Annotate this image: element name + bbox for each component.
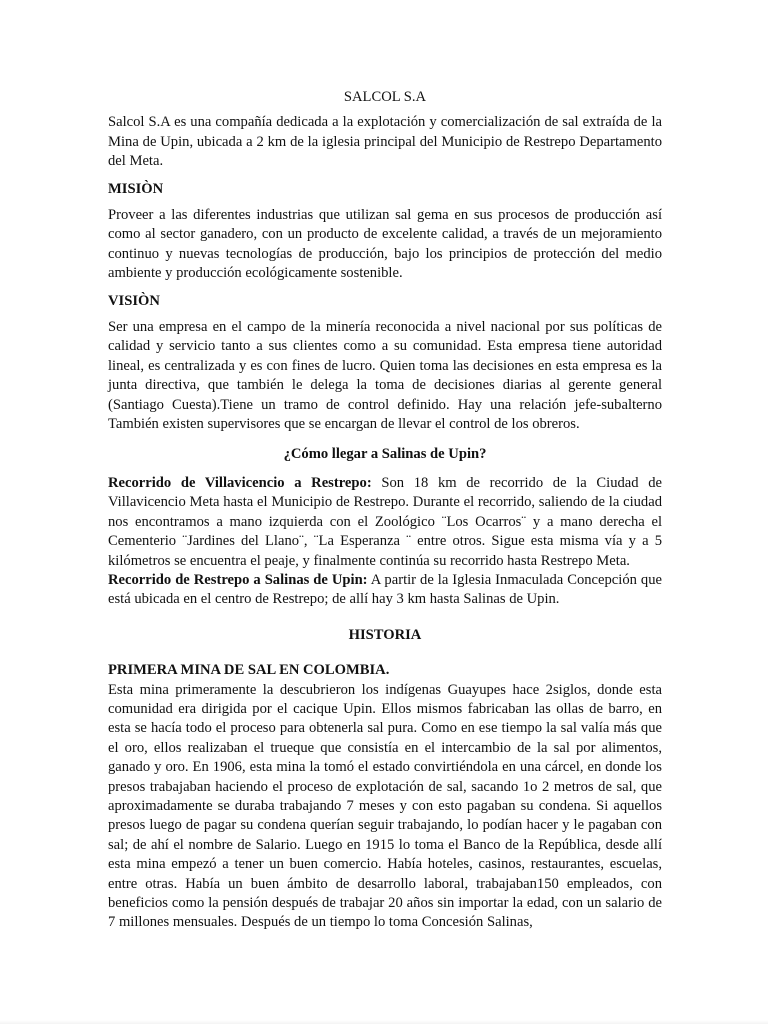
route2-label: Recorrido de Restrepo a Salinas de Upin: [108, 571, 368, 588]
mision-heading: MISIÒN [108, 180, 164, 197]
mision-paragraph: Proveer a las diferentes industrias que utilizan sal gema en sus procesos de producción así como al sector ganadero, con un producto de excelente calidad, a través de un mejoramiento continuo y nuevas tecnologías de producción, bajo los principios de protección del medio ambiente y producción ecológicamente sostenible. [108, 207, 662, 282]
route2-paragraph [108, 571, 662, 610]
route2-text: A partir de la Iglesia Inmaculada Concepción que está ubicada en el centro de Restrepo; de allí hay 3 km hasta Salinas de Upin. [108, 571, 662, 608]
route-question-heading: ¿Cómo llegar a Salinas de Upin? [283, 445, 487, 462]
route1-paragraph [108, 474, 662, 571]
primera-mina-heading: PRIMERA MINA DE SAL EN COLOMBIA. [108, 662, 390, 679]
page-bottom-edge [0, 1020, 768, 1024]
intro-paragraph: Salcol S.A es una compañía dedicada a la explotación y comercialización de sal extraída de la Mina de Upin, ubicada a 2 km de la iglesia principal del Municipio de Restrepo Departamento del Meta. [108, 114, 662, 170]
document-body [108, 88, 662, 933]
historia-heading: HISTORIA [348, 626, 422, 643]
vision-heading: VISIÒN [108, 292, 160, 309]
vision-paragraph: Ser una empresa en el campo de la minería reconocida a nivel nacional por sus políticas de calidad y servicio tanto a sus clientes como a su comunidad. Esta empresa tiene autoridad lineal, es centralizada y es con fines de lucro. Quien toma las decisiones en esta empresa es la junta directiva, que también le delega la toma de decisiones diarias al gerente general (Santiago Cuesta).Tiene un tramo de control definido. Hay una relación jefe-subalterno También existen supervisores que se encargan de llevar el control de los obreros. [108, 319, 662, 433]
document-title: SALCOL S.A [343, 89, 427, 105]
route1-text: Son 18 km de recorrido de la Ciudad de Villavicencio Meta hasta el Municipio de Restrepo. Durante el recorrido, saliendo de la ciudad nos encontramos a mano izquierda con el Zoológico ¨Los Ocarros¨ y a mano derecha el Cementerio ¨Jardines del Llano¨, ¨La Esperanza ¨ entre otros. Sigue esta misma vía y a 5 kilómetros se encuentra el peaje, y finalmente continúa su recorrido hasta Restrepo Meta. [108, 474, 662, 569]
historia-paragraph: Esta mina primeramente la descubrieron los indígenas Guayupes hace 2siglos, donde esta comunidad era dirigida por el cacique Upin. Ellos mismos fabricaban las ollas de barro, en esta se hacía todo el proceso para obtenerla sal pura. Como en ese tiempo la sal valía más que el oro, ellos realizaban el trueque que consistía en el intercambio de la sal por alimentos, ganado y oro. En 1906, esta mina la tomó el estado convirtiéndola en una cárcel, en donde los presos trabajaban haciendo el proceso de explotación de sal, sacando 1o 2 metros de sal, que aproximadamente se duraba trabajando 7 meses y con esto pagaban su condena. Si aquellos presos luego de pagar su condena querían seguir trabajando, lo podían hacer y le pagaban con sal; de ahí el nombre de Salario. Luego en 1915 lo toma el Banco de la República, desde allí esta mina empezó a tener un buen comercio. Había hoteles, casinos, restaurantes, escuelas, entre otras. Había un buen ámbito de desarrollo laboral, trabajaban150 empleados, con beneficios como la pensión después de trabajar 20 años sin importar la edad, con un salario de 7 millones mensuales. Después de un tiempo lo toma Concesión Salinas, [108, 681, 662, 931]
route1-label: Recorrido de Villavicencio a Restrepo: [108, 474, 372, 491]
